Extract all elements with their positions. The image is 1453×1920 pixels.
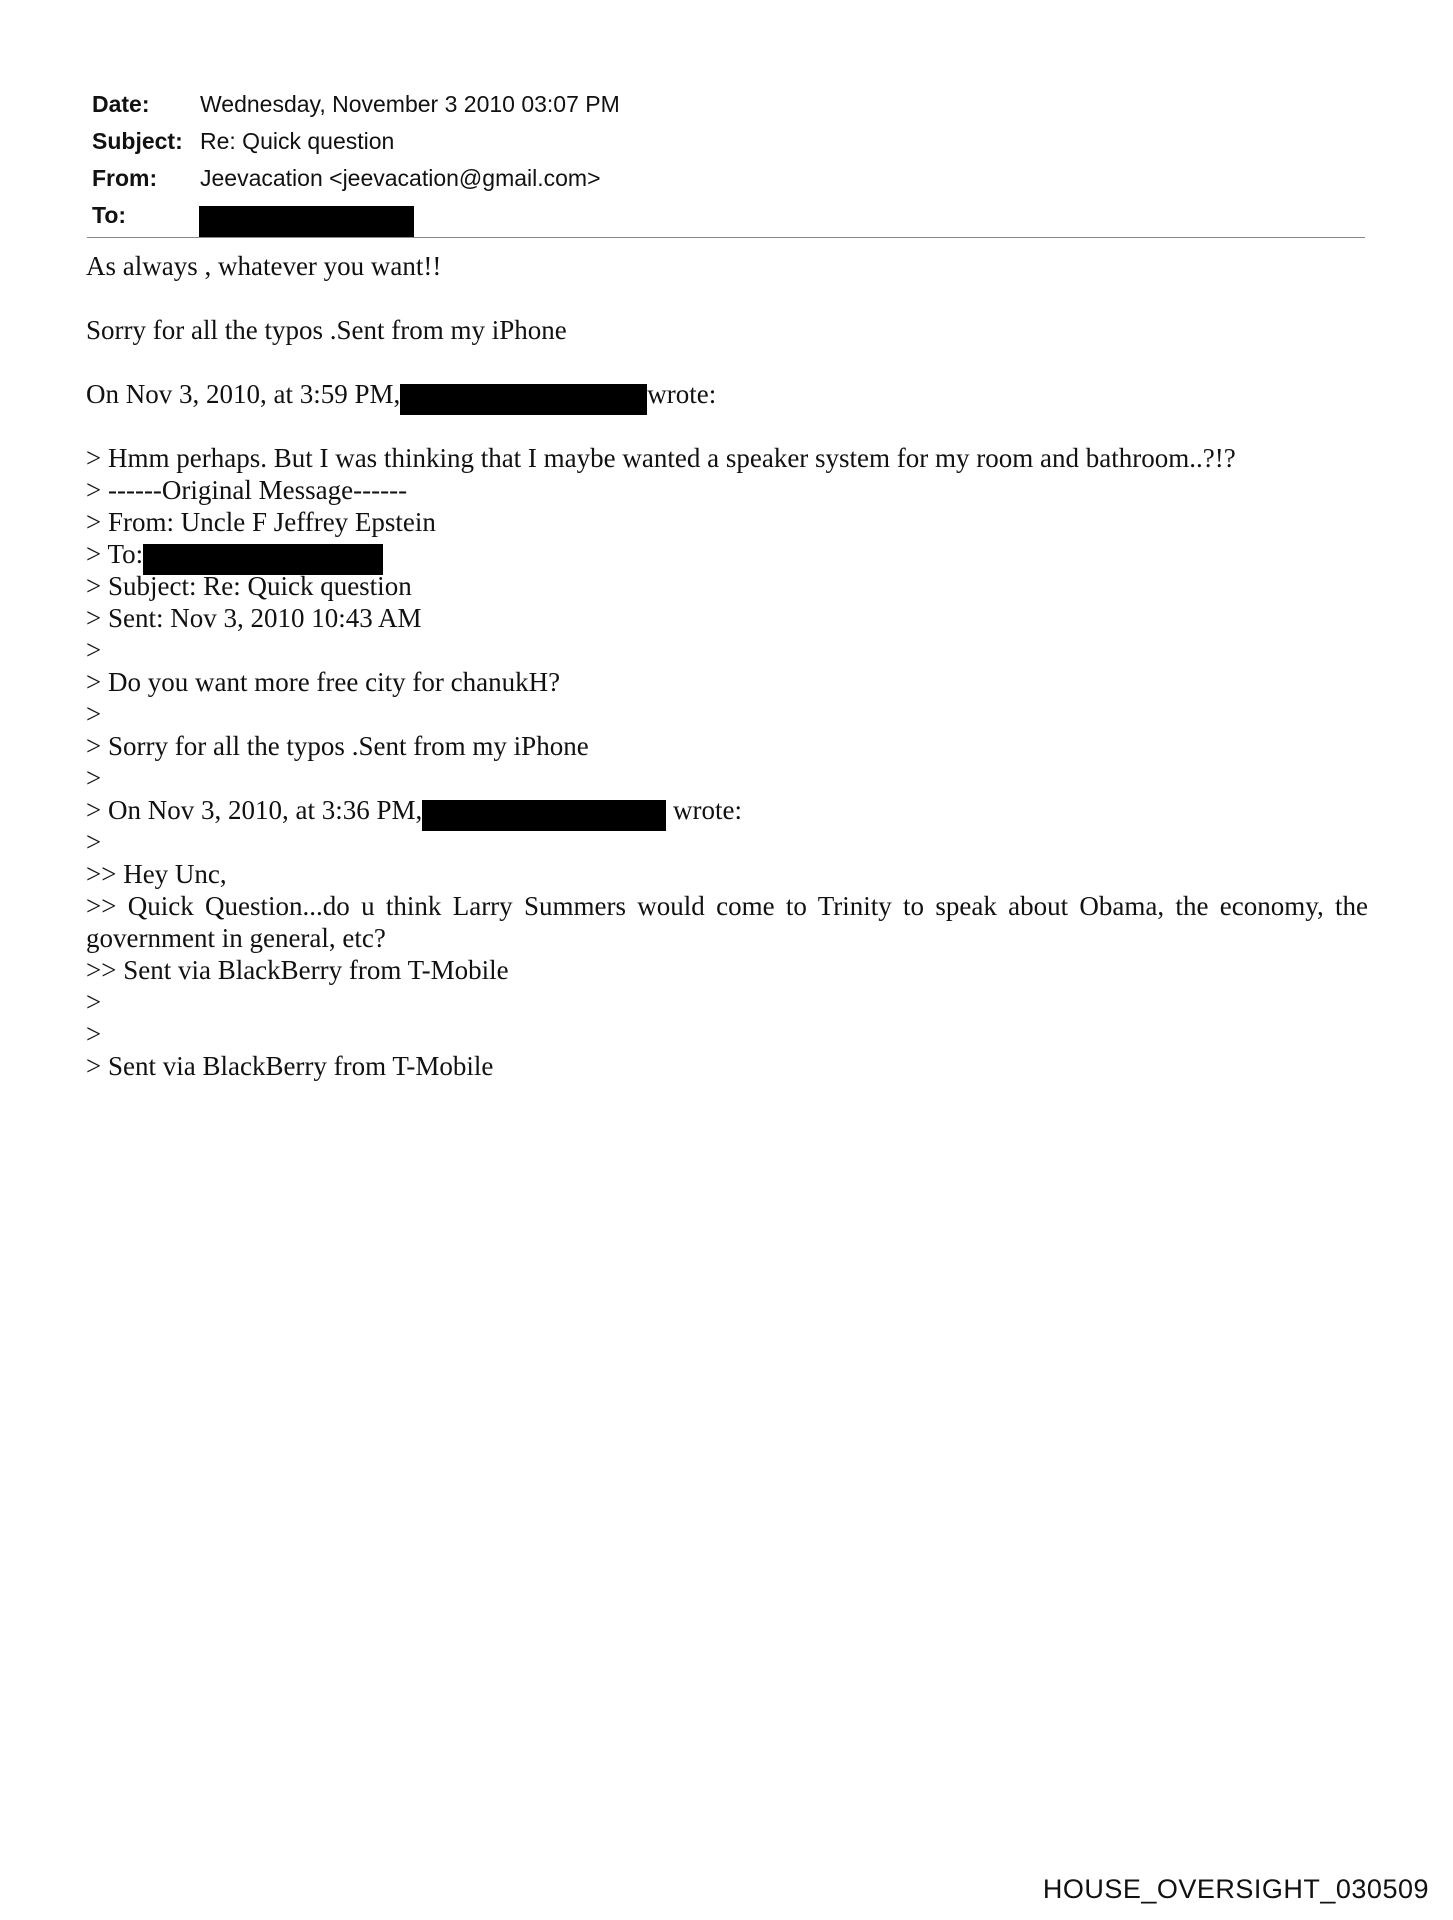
quoted-line: >: [86, 1019, 102, 1049]
quoted-line: > Sent: Nov 3, 2010 10:43 AM: [86, 603, 422, 633]
blank-line: [86, 410, 1368, 442]
blank-line: [86, 282, 1368, 314]
date-label: Date:: [92, 91, 150, 117]
bates-number: HOUSE_OVERSIGHT_030509: [1042, 1874, 1429, 1904]
quoted-line: >: [86, 635, 102, 665]
sender-redaction-bar: [422, 800, 666, 831]
quoted-to-line: [86, 538, 1368, 570]
quoted-line: > From: Uncle F Jeffrey Epstein: [86, 507, 436, 537]
quoted-line: >: [86, 699, 102, 729]
to-redaction-bar: [199, 206, 414, 238]
blank-line: [86, 346, 1368, 378]
quoted-line: > Do you want more free city for chanukH?: [86, 667, 561, 697]
quoted-line: >> Hey Unc,: [86, 859, 227, 889]
attribution-wrote: wrote:: [647, 379, 717, 409]
quoted-line: >: [86, 827, 102, 857]
quoted-line: >: [86, 987, 102, 1017]
header-divider: [87, 237, 1365, 238]
sender-redaction-bar: [400, 384, 647, 415]
subject-value: Re: Quick question: [200, 128, 395, 154]
quoted-to-label: > To:: [86, 539, 144, 569]
quoted-line: > Sent via BlackBerry from T-Mobile: [86, 1051, 494, 1081]
quoted-line: >> Quick Question...do u think Larry Summers would come to Trinity to speak about Obama, the economy, the government in general, etc?: [86, 891, 1368, 953]
quoted-attribution-wrote: wrote:: [666, 795, 742, 825]
body-line: As always , whatever you want!!: [86, 251, 442, 281]
email-body: [86, 250, 1368, 1082]
quoted-line: > ------Original Message------: [86, 475, 408, 505]
quoted-line: > Subject: Re: Quick question: [86, 571, 412, 601]
from-label: From:: [92, 165, 158, 191]
quoted-line: >> Sent via BlackBerry from T-Mobile: [86, 955, 509, 985]
body-line: Sorry for all the typos .Sent from my iPhone: [86, 315, 567, 345]
from-value: Jeevacation <jeevacation@gmail.com>: [200, 165, 601, 191]
quoted-line: > Hmm perhaps. But I was thinking that I maybe wanted a speaker system for my room and bathroom..?!?: [86, 443, 1236, 473]
date-value: Wednesday, November 3 2010 03:07 PM: [200, 91, 620, 117]
reply-attribution-line: [86, 378, 1368, 410]
quoted-line: > Sorry for all the typos .Sent from my iPhone: [86, 731, 589, 761]
to-label: To:: [92, 202, 127, 228]
quoted-attribution-line: [86, 794, 1368, 826]
quoted-attribution-text: > On Nov 3, 2010, at 3:36 PM,: [86, 795, 423, 825]
attribution-text: On Nov 3, 2010, at 3:59 PM,: [86, 379, 401, 409]
subject-label: Subject:: [92, 128, 183, 154]
quoted-line: >: [86, 763, 102, 793]
